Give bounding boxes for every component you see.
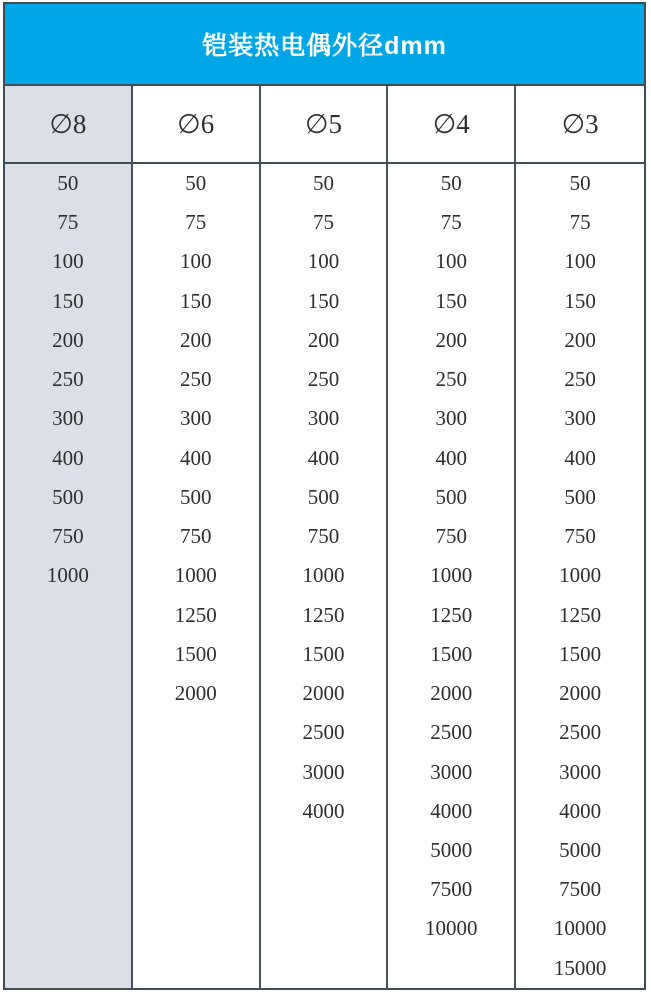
table-cell: 1250 xyxy=(559,602,602,627)
table-cell: 1250 xyxy=(174,602,217,627)
table-cell: 1250 xyxy=(302,602,345,627)
table-cell: 100 xyxy=(435,249,468,274)
spec-table xyxy=(3,2,646,990)
column-header-1: ∅8 xyxy=(5,86,133,162)
table-cell: 1000 xyxy=(46,563,89,588)
table-cell: 75 xyxy=(57,210,79,235)
table-cell: 3000 xyxy=(430,759,473,784)
column-header-4: ∅4 xyxy=(388,86,516,162)
table-cell: 5000 xyxy=(559,837,602,862)
table-cell: 100 xyxy=(564,249,596,274)
table-cell: 10000 xyxy=(425,916,478,941)
table-cell: 75 xyxy=(185,210,207,235)
table-cell: 2500 xyxy=(430,720,473,745)
table-cell: 150 xyxy=(52,288,84,313)
table-cell: 750 xyxy=(179,524,212,549)
table-cell: 75 xyxy=(312,210,334,235)
table-cell: 3000 xyxy=(559,759,602,784)
table-cell: 200 xyxy=(179,327,212,352)
table-cell: 750 xyxy=(435,524,468,549)
table-cell: 2000 xyxy=(302,681,345,706)
table-cell: 300 xyxy=(435,406,468,431)
table-cell: 7500 xyxy=(559,877,602,902)
column-header-2: ∅6 xyxy=(133,86,261,162)
table-cell: 400 xyxy=(564,445,596,470)
table-cell: 1000 xyxy=(302,563,345,588)
table-cell: 750 xyxy=(564,524,596,549)
table-column-3 xyxy=(261,164,389,988)
table-cell: 1000 xyxy=(430,563,473,588)
table-cell: 250 xyxy=(564,367,596,392)
table-cell: 15000 xyxy=(553,955,607,980)
table-cell: 2000 xyxy=(174,681,217,706)
table-cell: 2000 xyxy=(559,681,602,706)
table-cell: 500 xyxy=(179,484,212,509)
table-cell: 150 xyxy=(435,288,468,313)
table-cell: 150 xyxy=(307,288,340,313)
table-title: 铠装热电偶外径dmm xyxy=(202,32,447,60)
table-cell: 750 xyxy=(52,524,84,549)
table-cell: 4000 xyxy=(302,798,345,823)
table-cell: 75 xyxy=(440,210,462,235)
table-cell: 1500 xyxy=(302,641,345,666)
table-cell: 50 xyxy=(569,171,591,195)
table-cell: 200 xyxy=(307,327,340,352)
table-cell: 250 xyxy=(307,367,340,392)
table-cell: 500 xyxy=(435,484,468,509)
table-cell: 250 xyxy=(52,367,84,392)
table-cell: 300 xyxy=(307,406,340,431)
table-cell: 250 xyxy=(435,367,468,392)
table-cell: 250 xyxy=(179,367,212,392)
table-cell: 500 xyxy=(564,484,596,509)
table-cell: 1500 xyxy=(430,641,473,666)
table-cell: 50 xyxy=(185,171,207,195)
table-cell: 100 xyxy=(179,249,212,274)
column-header-3: ∅5 xyxy=(261,86,389,162)
table-cell: 1000 xyxy=(174,563,217,588)
table-cell: 2500 xyxy=(302,720,345,745)
table-cell: 50 xyxy=(57,171,79,195)
table-cell: 200 xyxy=(435,327,468,352)
table-cell: 4000 xyxy=(559,798,602,823)
table-cell: 10000 xyxy=(553,916,607,941)
table-cell: 750 xyxy=(307,524,340,549)
table-cell: 2000 xyxy=(430,681,473,706)
table-cell: 7500 xyxy=(430,877,473,902)
table-cell: 300 xyxy=(52,406,84,431)
table-cell: 1000 xyxy=(559,563,602,588)
table-cell: 200 xyxy=(52,327,84,352)
table-cell: 100 xyxy=(52,249,84,274)
table-cell: 1500 xyxy=(559,641,602,666)
table-header-row xyxy=(5,86,644,164)
table-cell: 150 xyxy=(564,288,596,313)
table-cell: 50 xyxy=(440,171,462,195)
table-cell: 150 xyxy=(179,288,212,313)
table-body xyxy=(5,164,644,988)
table-cell: 500 xyxy=(307,484,340,509)
table-cell: 500 xyxy=(52,484,84,509)
table-cell: 4000 xyxy=(430,798,473,823)
table-cell: 300 xyxy=(179,406,212,431)
table-cell: 400 xyxy=(179,445,212,470)
table-cell: 400 xyxy=(307,445,340,470)
table-cell: 400 xyxy=(52,445,84,470)
table-cell: 400 xyxy=(435,445,468,470)
table-cell: 2500 xyxy=(559,720,602,745)
table-cell: 1250 xyxy=(430,602,473,627)
table-cell: 100 xyxy=(307,249,340,274)
table-cell: 1500 xyxy=(174,641,217,666)
table-cell: 200 xyxy=(564,327,596,352)
table-column-2 xyxy=(133,164,261,988)
table-cell: 5000 xyxy=(430,837,473,862)
table-title-band xyxy=(5,4,644,86)
table-cell: 300 xyxy=(564,406,596,431)
column-header-5: ∅3 xyxy=(561,108,599,139)
table-column-4 xyxy=(388,164,516,988)
table-cell: 50 xyxy=(312,171,334,195)
table-cell: 3000 xyxy=(302,759,345,784)
table-column-5 xyxy=(516,164,644,988)
table-column-1 xyxy=(5,164,133,988)
table-cell: 75 xyxy=(569,210,591,235)
